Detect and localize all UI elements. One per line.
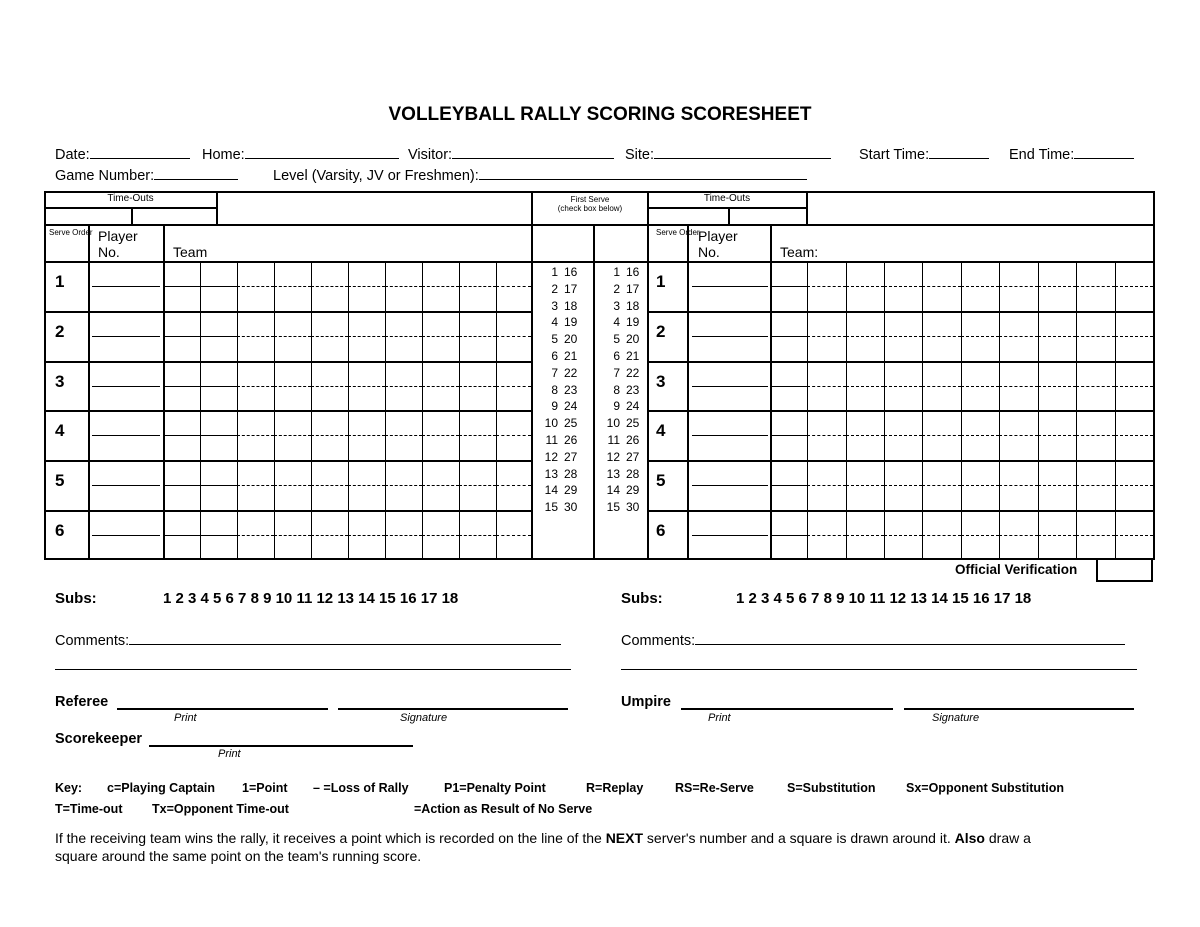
score-cell-line[interactable] — [496, 286, 531, 287]
score-cell-line[interactable] — [237, 435, 274, 436]
score-cell-line[interactable] — [422, 535, 459, 536]
instructions-paragraph — [55, 829, 1155, 865]
score-cell-line[interactable] — [385, 386, 422, 387]
player-entry-line[interactable] — [692, 386, 768, 387]
score-cell-line[interactable] — [459, 286, 496, 287]
score-cell-line[interactable] — [846, 336, 884, 337]
running-score-a[interactable]: 12 — [544, 450, 558, 464]
column-divider — [237, 261, 238, 560]
team-label-left: Team — [173, 244, 208, 260]
score-cell-line[interactable] — [311, 386, 348, 387]
key-penalty-point: P1=Penalty Point — [444, 781, 546, 795]
score-cell-line[interactable] — [348, 535, 385, 536]
score-cell-line[interactable] — [385, 435, 422, 436]
column-divider — [385, 261, 386, 560]
running-score-b[interactable]: 22 — [564, 366, 578, 380]
key-point: 1=Point — [242, 781, 288, 795]
official-verification-box[interactable] — [1096, 560, 1153, 582]
score-cell-line[interactable] — [999, 535, 1038, 536]
scorekeeper-label: Scorekeeper — [55, 731, 143, 747]
score-cell-line[interactable] — [1038, 336, 1076, 337]
running-score-b[interactable]: 29 — [626, 483, 640, 497]
column-divider — [311, 261, 312, 560]
running-score-b[interactable]: 19 — [626, 315, 640, 329]
end-time-label: End Time: — [1009, 147, 1075, 163]
running-score-b[interactable]: 28 — [564, 467, 578, 481]
running-score-a[interactable]: 11 — [607, 433, 620, 447]
running-score-b[interactable]: 29 — [564, 483, 578, 497]
score-cell-line[interactable] — [770, 286, 807, 287]
running-score-a[interactable]: 4 — [613, 315, 620, 329]
column-divider — [961, 261, 962, 560]
score-cell-line[interactable] — [961, 286, 999, 287]
scorekeeper-print-line[interactable] — [149, 745, 413, 747]
player-entry-line[interactable] — [692, 535, 768, 536]
score-cell-line[interactable] — [999, 286, 1038, 287]
site-label: Site: — [625, 147, 655, 163]
running-score-b[interactable]: 17 — [564, 282, 578, 296]
running-score-b[interactable]: 26 — [626, 433, 640, 447]
score-cell-line[interactable] — [922, 386, 961, 387]
running-score-b[interactable]: 17 — [626, 282, 640, 296]
serve-order-number: 5 — [55, 471, 65, 490]
running-score-b[interactable]: 16 — [626, 265, 640, 279]
running-score-a[interactable]: 9 — [551, 399, 558, 413]
running-score-a[interactable]: 10 — [606, 416, 620, 430]
running-score-b[interactable]: 24 — [564, 399, 578, 413]
running-score-b[interactable]: 18 — [564, 299, 578, 313]
running-score-a[interactable]: 15 — [606, 500, 620, 514]
score-cell-line[interactable] — [846, 435, 884, 436]
column-divider — [274, 261, 275, 560]
score-cell-line[interactable] — [807, 386, 846, 387]
score-cell-line[interactable] — [961, 435, 999, 436]
score-cell-line[interactable] — [459, 485, 496, 486]
score-cell-line[interactable] — [807, 485, 846, 486]
score-cell-line[interactable] — [311, 485, 348, 486]
player-entry-line[interactable] — [92, 535, 160, 536]
score-cell-line[interactable] — [961, 386, 999, 387]
key-loss-of-rally: – =Loss of Rally — [313, 781, 409, 795]
score-cell-line[interactable] — [999, 435, 1038, 436]
running-score-a[interactable]: 14 — [544, 483, 558, 497]
player-no-label-right — [698, 228, 738, 260]
umpire-signature-caption: Signature — [932, 712, 980, 724]
score-cell-line[interactable] — [237, 336, 274, 337]
score-cell-line[interactable] — [311, 286, 348, 287]
running-score-b[interactable]: 30 — [626, 500, 640, 514]
score-cell-line[interactable] — [311, 435, 348, 436]
scorekeeper-print-caption: Print — [218, 748, 241, 760]
key-replay: R=Replay — [586, 781, 644, 795]
row-divider — [647, 510, 1155, 512]
score-cell-line[interactable] — [1115, 286, 1153, 287]
referee-signature-line[interactable] — [338, 708, 568, 710]
score-cell-line[interactable] — [237, 386, 274, 387]
score-cell-line[interactable] — [999, 386, 1038, 387]
running-score-a[interactable]: 5 — [551, 332, 558, 346]
home-label: Home: — [202, 147, 245, 163]
start-time-label: Start Time: — [859, 147, 930, 163]
serve-order-number: 2 — [656, 322, 666, 341]
score-cell-line[interactable] — [922, 535, 961, 536]
column-divider — [459, 261, 460, 560]
running-score-b[interactable]: 27 — [564, 450, 578, 464]
running-score-a[interactable]: 1 — [551, 265, 558, 279]
score-cell-line[interactable] — [770, 435, 807, 436]
column-divider — [200, 261, 201, 560]
comments-field-right[interactable] — [621, 630, 1125, 649]
running-score-a[interactable]: 14 — [606, 483, 620, 497]
score-cell-line[interactable] — [237, 535, 274, 536]
score-cell-line[interactable] — [770, 386, 807, 387]
score-cell-line[interactable] — [163, 435, 200, 436]
visitor-label: Visitor: — [408, 147, 453, 163]
score-cell-line[interactable] — [496, 435, 531, 436]
player-entry-line[interactable] — [92, 286, 160, 287]
running-score-b[interactable]: 19 — [564, 315, 578, 329]
instr-text-1: If the receiving team wins the rally, it receives a point which is recorded on the line of the — [55, 830, 606, 846]
score-cell-line[interactable] — [385, 535, 422, 536]
score-cell-line[interactable] — [274, 336, 311, 337]
score-cell-line[interactable] — [311, 336, 348, 337]
score-cell-line[interactable] — [348, 386, 385, 387]
score-cell-line[interactable] — [999, 485, 1038, 486]
running-score-a[interactable]: 13 — [606, 467, 620, 481]
score-cell-line[interactable] — [1115, 535, 1153, 536]
score-cell-line[interactable] — [274, 286, 311, 287]
serve-order-number: 5 — [656, 471, 666, 490]
running-score-b[interactable]: 23 — [626, 383, 640, 397]
score-cell-line[interactable] — [422, 435, 459, 436]
score-cell-line[interactable] — [1115, 485, 1153, 486]
score-cell-line[interactable] — [1038, 485, 1076, 486]
column-divider — [999, 261, 1000, 560]
serve-order-number: 4 — [55, 421, 65, 440]
score-cell-line[interactable] — [200, 485, 237, 486]
subs-numbers-left[interactable]: 1 2 3 4 5 6 7 8 9 10 11 12 13 14 15 16 17 18 — [163, 590, 459, 607]
row-divider — [647, 460, 1155, 462]
instr-text-3: draw a — [984, 830, 1031, 846]
score-cell-line[interactable] — [163, 386, 200, 387]
column-divider — [884, 261, 885, 560]
column-divider — [846, 261, 847, 560]
score-cell-line[interactable] — [846, 286, 884, 287]
running-score-a[interactable]: 9 — [613, 399, 620, 413]
serve-order-number: 3 — [55, 372, 65, 391]
running-score-b[interactable]: 25 — [564, 416, 578, 430]
score-cell-line[interactable] — [884, 485, 922, 486]
referee-print-line[interactable] — [117, 708, 328, 710]
key-substitution: S=Substitution — [787, 781, 876, 795]
comments-line-right[interactable] — [621, 669, 1137, 670]
column-divider — [1115, 261, 1116, 560]
score-cell-line[interactable] — [884, 286, 922, 287]
first-serve-line1: First Serve — [570, 195, 610, 204]
umpire-print-caption: Print — [708, 712, 731, 724]
running-score-a[interactable]: 12 — [606, 450, 620, 464]
player-entry-line[interactable] — [92, 485, 160, 486]
no-label: No. — [698, 244, 720, 260]
score-cell-line[interactable] — [922, 485, 961, 486]
score-cell-line[interactable] — [961, 485, 999, 486]
running-score-b[interactable]: 21 — [564, 349, 578, 363]
score-cell-line[interactable] — [846, 535, 884, 536]
row-divider — [647, 361, 1155, 363]
player-entry-line[interactable] — [692, 435, 768, 436]
player-entry-line[interactable] — [692, 336, 768, 337]
running-score-a[interactable]: 13 — [544, 467, 558, 481]
player-label: Player — [98, 228, 138, 244]
score-cell-line[interactable] — [163, 336, 200, 337]
running-score-a[interactable]: 6 — [551, 349, 558, 363]
column-divider — [496, 261, 497, 560]
running-score-a[interactable]: 15 — [544, 500, 558, 514]
comments-line-left[interactable] — [55, 669, 571, 670]
score-cell-line[interactable] — [274, 485, 311, 486]
score-cell-line[interactable] — [846, 485, 884, 486]
running-score-a[interactable]: 3 — [613, 299, 620, 313]
player-label: Player — [698, 228, 738, 244]
score-cell-line[interactable] — [1076, 286, 1115, 287]
serve-order-number: 4 — [656, 421, 666, 440]
score-cell-line[interactable] — [459, 336, 496, 337]
referee-label: Referee — [55, 694, 109, 710]
score-cell-line[interactable] — [348, 286, 385, 287]
score-cell-line[interactable] — [1076, 535, 1115, 536]
score-cell-line[interactable] — [1115, 336, 1153, 337]
running-score-b[interactable]: 21 — [626, 349, 640, 363]
running-score-a[interactable]: 8 — [551, 383, 558, 397]
player-entry-line[interactable] — [692, 286, 768, 287]
running-score-b[interactable]: 18 — [626, 299, 640, 313]
score-cell-line[interactable] — [459, 386, 496, 387]
score-cell-line[interactable] — [884, 435, 922, 436]
score-cell-line[interactable] — [200, 336, 237, 337]
score-cell-line[interactable] — [1038, 435, 1076, 436]
score-cell-line[interactable] — [163, 286, 200, 287]
key-label: Key: — [55, 781, 83, 795]
running-score-b[interactable]: 25 — [626, 416, 640, 430]
score-cell-line[interactable] — [770, 336, 807, 337]
score-cell-line[interactable] — [1038, 535, 1076, 536]
serve-order-number: 6 — [656, 521, 666, 540]
referee-print-caption: Print — [174, 712, 197, 724]
serve-order-label-right: Serve Order — [656, 228, 700, 237]
key-opponent-time-out: Tx=Opponent Time-out — [152, 802, 289, 816]
score-cell-line[interactable] — [200, 535, 237, 536]
subs-label-left: Subs: — [55, 590, 97, 607]
score-cell-line[interactable] — [770, 535, 807, 536]
score-cell-line[interactable] — [807, 435, 846, 436]
score-cell-line[interactable] — [1076, 485, 1115, 486]
column-divider — [348, 261, 349, 560]
score-cell-line[interactable] — [496, 386, 531, 387]
serve-order-number: 1 — [656, 272, 666, 291]
running-score-a[interactable]: 7 — [551, 366, 558, 380]
score-cell-line[interactable] — [496, 336, 531, 337]
score-cell-line[interactable] — [496, 535, 531, 536]
column-divider — [1038, 261, 1039, 560]
score-cell-line[interactable] — [422, 286, 459, 287]
score-cell-line[interactable] — [422, 336, 459, 337]
running-score-a[interactable]: 7 — [613, 366, 620, 380]
score-cell-line[interactable] — [200, 386, 237, 387]
no-label: No. — [98, 244, 120, 260]
score-cell-line[interactable] — [770, 485, 807, 486]
score-cell-line[interactable] — [274, 386, 311, 387]
running-score-a[interactable]: 10 — [544, 416, 558, 430]
running-score-b[interactable]: 24 — [626, 399, 640, 413]
umpire-label: Umpire — [621, 694, 671, 710]
score-cell-line[interactable] — [922, 286, 961, 287]
player-entry-line[interactable] — [92, 336, 160, 337]
team-label-right: Team: — [780, 244, 819, 260]
running-score-a[interactable]: 2 — [551, 282, 558, 296]
running-score-b[interactable]: 20 — [564, 332, 578, 346]
subs-numbers-right[interactable]: 1 2 3 4 5 6 7 8 9 10 11 12 13 14 15 16 17 18 — [736, 590, 1032, 607]
running-score-b[interactable]: 28 — [626, 467, 640, 481]
serve-order-number: 3 — [656, 372, 666, 391]
row-divider — [647, 410, 1155, 412]
running-score-b[interactable]: 30 — [564, 500, 578, 514]
instr-text-4: square around the same point on the team's running score. — [55, 848, 422, 864]
score-cell-line[interactable] — [884, 535, 922, 536]
score-cell-line[interactable] — [163, 535, 200, 536]
running-score-a[interactable]: 8 — [613, 383, 620, 397]
level-label: Level (Varsity, JV or Freshmen): — [273, 168, 479, 184]
score-cell-line[interactable] — [496, 485, 531, 486]
running-score-a[interactable]: 11 — [545, 433, 558, 447]
key-opponent-substitution: Sx=Opponent Substitution — [906, 781, 1064, 795]
timeouts-label-right: Time-Outs — [703, 193, 751, 204]
first-serve-label — [533, 195, 647, 213]
serve-order-number: 2 — [55, 322, 65, 341]
player-entry-line[interactable] — [692, 485, 768, 486]
running-score-b[interactable]: 22 — [626, 366, 640, 380]
running-score-a[interactable]: 3 — [551, 299, 558, 313]
score-cell-line[interactable] — [385, 336, 422, 337]
score-cell-line[interactable] — [807, 286, 846, 287]
running-score-b[interactable]: 27 — [626, 450, 640, 464]
score-cell-line[interactable] — [348, 485, 385, 486]
running-score-a[interactable]: 1 — [613, 265, 620, 279]
score-cell-line[interactable] — [200, 286, 237, 287]
timeouts-label-left: Time-Outs — [107, 193, 154, 204]
column-divider — [807, 261, 808, 560]
score-cell-line[interactable] — [274, 535, 311, 536]
score-cell-line[interactable] — [884, 336, 922, 337]
score-cell-line[interactable] — [961, 336, 999, 337]
page-title: VOLLEYBALL RALLY SCORING SCORESHEET — [388, 104, 812, 125]
serve-order-number: 1 — [55, 272, 65, 291]
row-divider — [647, 311, 1155, 313]
running-score-b[interactable]: 23 — [564, 383, 578, 397]
score-cell-line[interactable] — [1115, 386, 1153, 387]
column-divider — [1076, 261, 1077, 560]
score-cell-line[interactable] — [1038, 286, 1076, 287]
score-cell-line[interactable] — [1076, 435, 1115, 436]
running-score-a[interactable]: 4 — [551, 315, 558, 329]
key-no-serve: =Action as Result of No Serve — [414, 802, 593, 816]
score-cell-line[interactable] — [846, 386, 884, 387]
score-cell-line[interactable] — [922, 336, 961, 337]
score-cell-line[interactable] — [1115, 435, 1153, 436]
serve-order-number: 6 — [55, 521, 65, 540]
score-cell-line[interactable] — [961, 535, 999, 536]
score-cell-line[interactable] — [1076, 336, 1115, 337]
score-cell-line[interactable] — [385, 286, 422, 287]
official-verification-label: Official Verification — [955, 562, 1078, 577]
score-cell-line[interactable] — [163, 485, 200, 486]
score-cell-line[interactable] — [237, 286, 274, 287]
running-score-a[interactable]: 2 — [613, 282, 620, 296]
instr-next: NEXT — [605, 830, 644, 846]
player-entry-line[interactable] — [92, 386, 160, 387]
score-cell-line[interactable] — [311, 535, 348, 536]
score-cell-line[interactable] — [237, 485, 274, 486]
player-no-label-left — [98, 228, 138, 260]
score-cell-line[interactable] — [459, 535, 496, 536]
subs-label-right: Subs: — [621, 590, 663, 607]
score-cell-line[interactable] — [922, 435, 961, 436]
column-divider — [922, 261, 923, 560]
running-score-b[interactable]: 20 — [626, 332, 640, 346]
score-cell-line[interactable] — [385, 485, 422, 486]
score-cell-line[interactable] — [348, 435, 385, 436]
score-cell-line[interactable] — [422, 485, 459, 486]
column-divider — [422, 261, 423, 560]
score-cell-line[interactable] — [999, 336, 1038, 337]
game-number-label: Game Number: — [55, 168, 155, 184]
running-score-b[interactable]: 16 — [564, 265, 578, 279]
key-playing-captain: c=Playing Captain — [107, 781, 216, 795]
running-score-a[interactable]: 6 — [613, 349, 620, 363]
umpire-print-line[interactable] — [681, 708, 893, 710]
player-entry-line[interactable] — [92, 435, 160, 436]
score-cell-line[interactable] — [1076, 386, 1115, 387]
key-time-out: T=Time-out — [55, 802, 123, 816]
score-cell-line[interactable] — [807, 535, 846, 536]
score-cell-line[interactable] — [1038, 386, 1076, 387]
score-cell-line[interactable] — [884, 386, 922, 387]
comments-label: Comments: — [55, 633, 130, 649]
score-cell-line[interactable] — [807, 336, 846, 337]
referee-signature-caption: Signature — [400, 712, 448, 724]
running-score-a[interactable]: 5 — [613, 332, 620, 346]
score-cell-line[interactable] — [274, 435, 311, 436]
score-cell-line[interactable] — [200, 435, 237, 436]
serve-order-label-left: Serve Order — [49, 228, 93, 237]
umpire-signature-line[interactable] — [904, 708, 1134, 710]
key-re-serve: RS=Re-Serve — [675, 781, 754, 795]
date-label: Date: — [55, 147, 90, 163]
score-cell-line[interactable] — [459, 435, 496, 436]
running-score-b[interactable]: 26 — [564, 433, 578, 447]
first-serve-line2: (check box below) — [557, 204, 623, 213]
score-cell-line[interactable] — [348, 336, 385, 337]
instr-text-2: server's number and a square is drawn around it. — [643, 830, 955, 846]
comments-label: Comments: — [621, 633, 696, 649]
instr-also: Also — [954, 830, 985, 846]
score-cell-line[interactable] — [422, 386, 459, 387]
comments-field-left[interactable] — [55, 630, 561, 649]
